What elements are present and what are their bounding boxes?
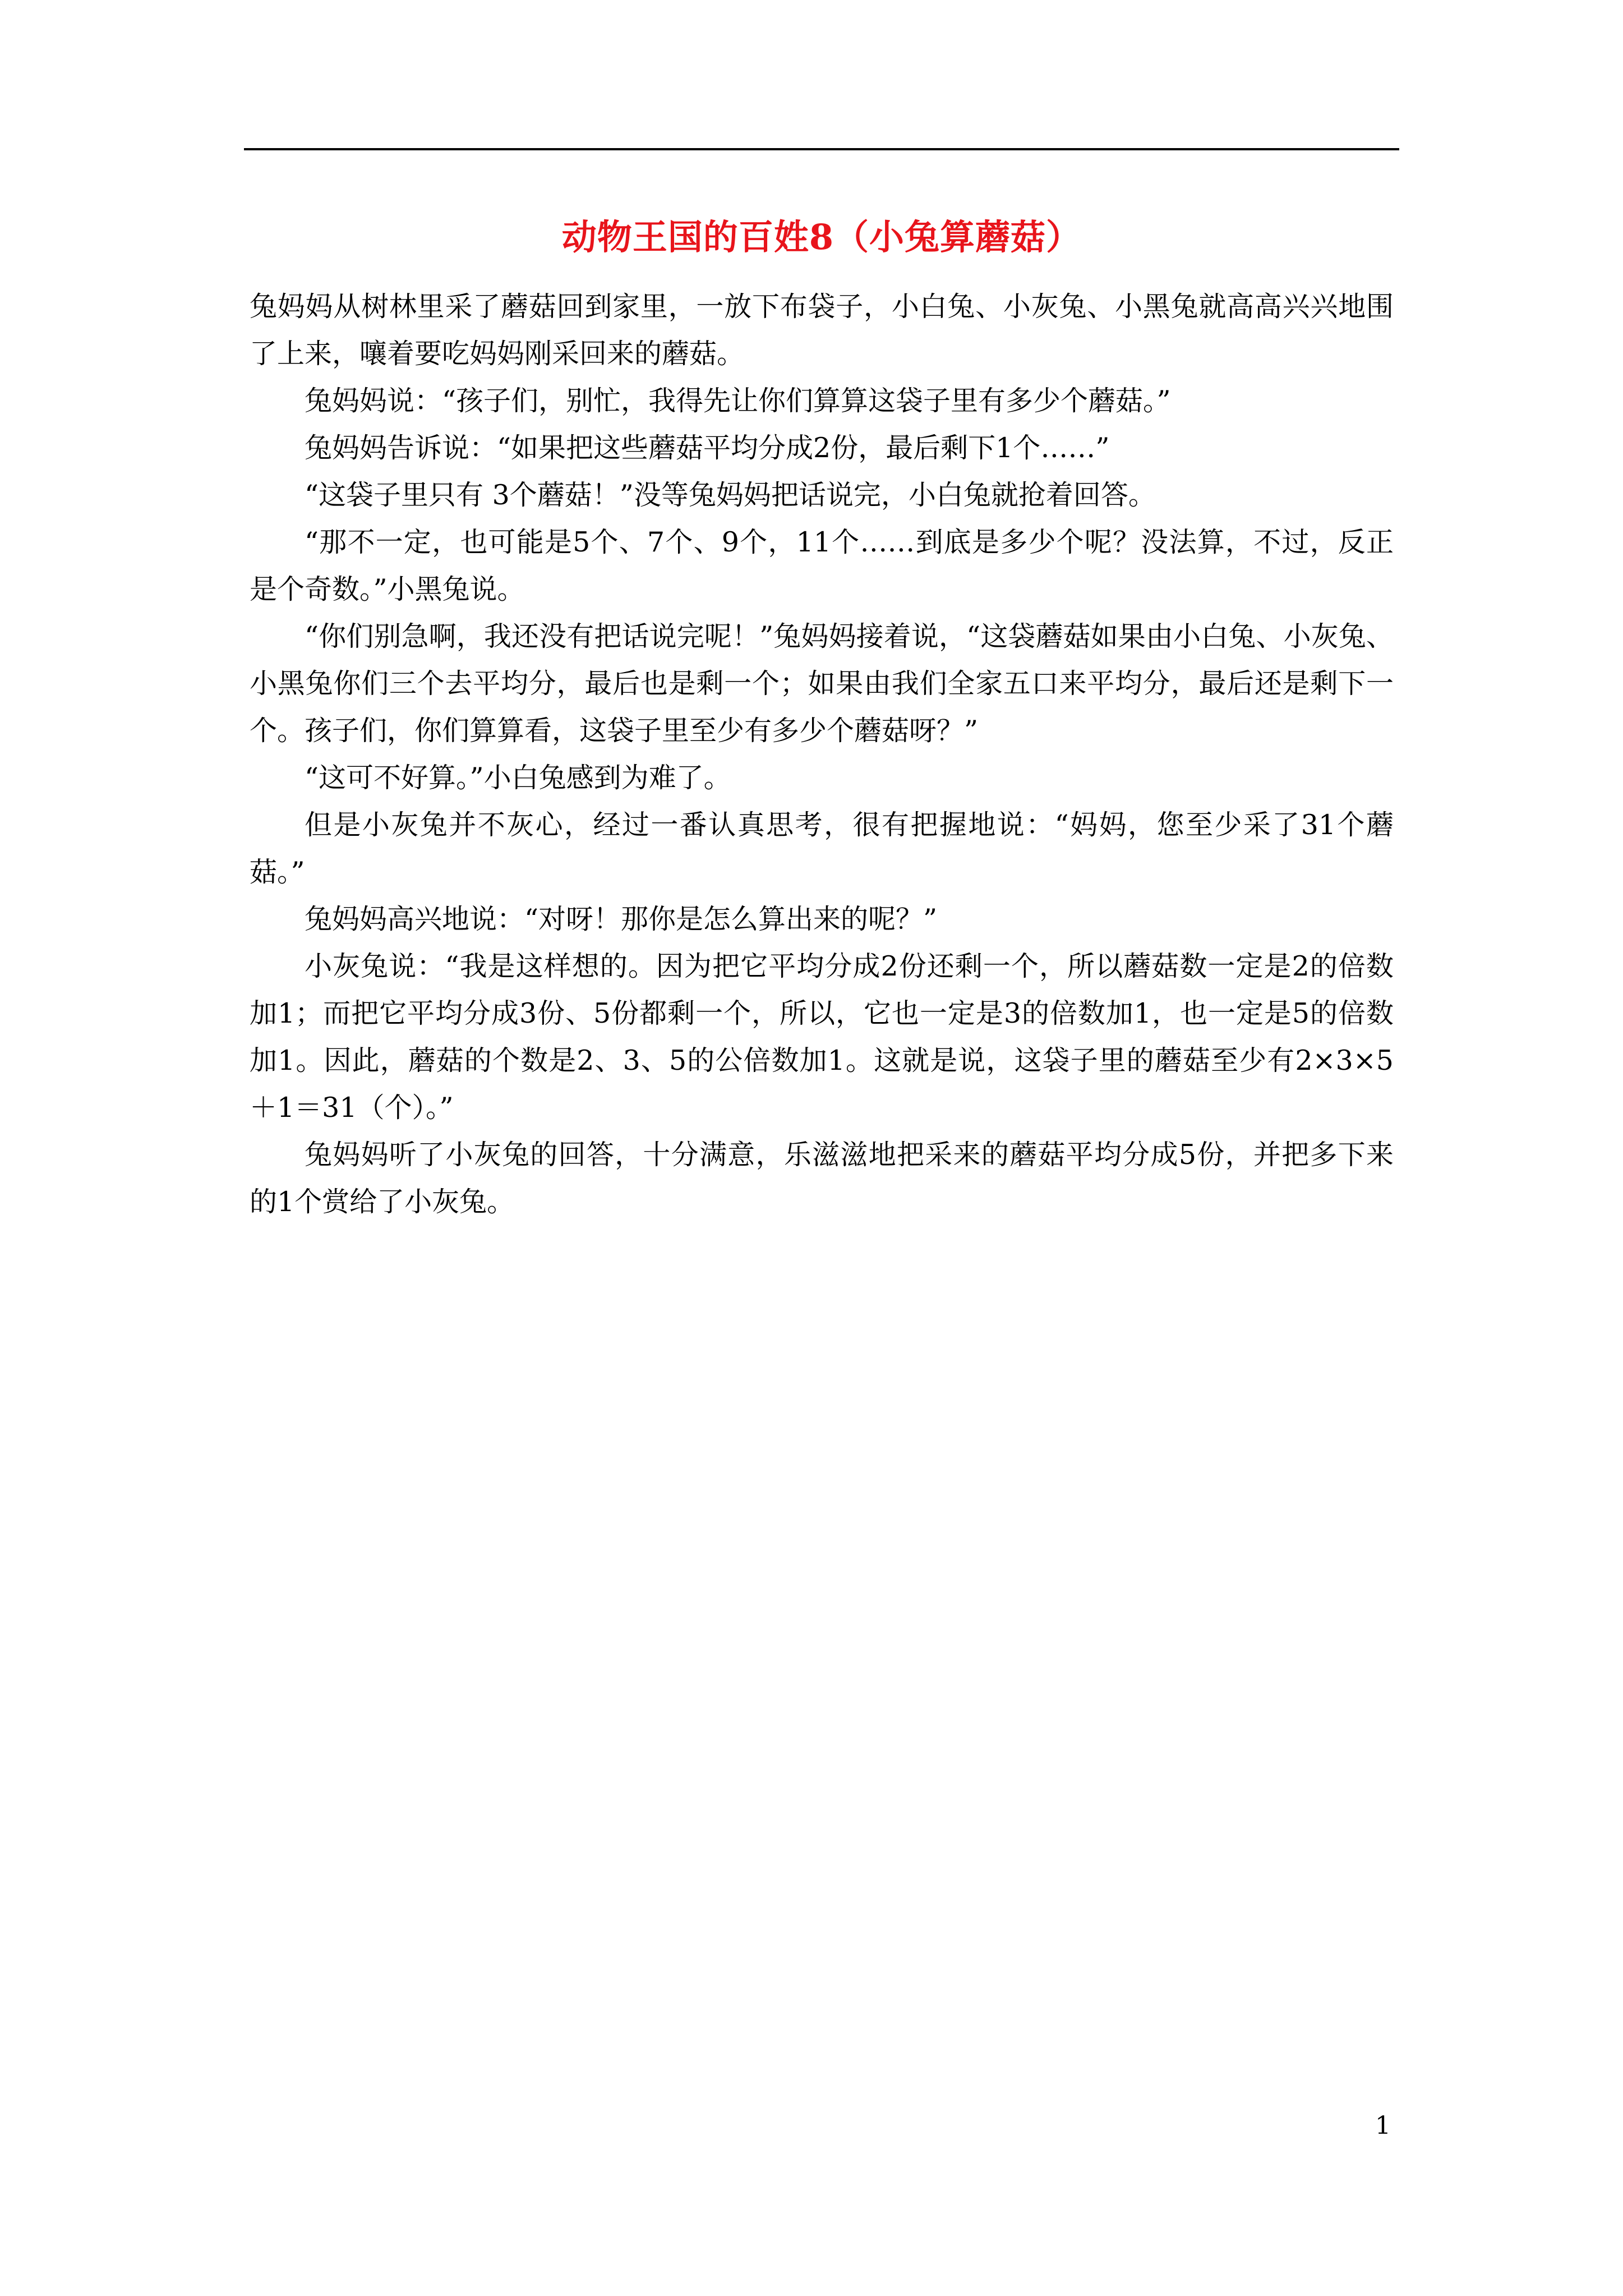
paragraph-11: 兔妈妈听了小灰兔的回答，十分满意，乐滋滋地把采来的蘑菇平均分成5份，并把多下来的1个赏给了小灰兔。 [250,1139,1394,1218]
header-rule [244,148,1399,150]
document-body [250,283,1394,1226]
paragraph-1: 兔妈妈从树林里采了蘑菇回到家里，一放下布袋子，小白兔、小灰兔、小黑兔就高高兴兴地围了上来，嚷着要吃妈妈刚采回来的蘑菇。 [250,291,1394,370]
paragraph-5: “那不一定，也可能是5个、7个、9个，11个……到底是多少个呢？没法算，不过，反正是个奇数。”小黑兔说。 [250,526,1394,605]
page-number: 1 [1375,2111,1391,2140]
paragraph-7: “这可不好算。”小白兔感到为难了。 [305,762,731,794]
document-title: 动物王国的百姓8（小兔算蘑菇） [561,217,1082,257]
paragraph-6: “你们别急啊，我还没有把话说完呢！”兔妈妈接着说，“这袋蘑菇如果由小白兔、小灰兔、小黑兔你们三个去平均分，最后也是剩一个；如果由我们全家五口来平均分，最后还是剩下一个。孩子们，你们算算看，这袋子里至少有多少个蘑菇呀？” [250,620,1394,747]
paragraph-2: 兔妈妈说：“孩子们，别忙，我得先让你们算算这袋子里有多少个蘑菇。” [305,385,1171,417]
paragraph-4: “这袋子里只有 3个蘑菇！”没等兔妈妈把话说完，小白兔就抢着回答。 [305,479,1156,511]
paragraph-8: 但是小灰兔并不灰心，经过一番认真思考，很有把握地说：“妈妈，您至少采了31个蘑菇。” [250,809,1394,888]
paragraph-9: 兔妈妈高兴地说：“对呀！那你是怎么算出来的呢？” [305,903,938,935]
paragraph-10: 小灰兔说：“我是这样想的。因为把它平均分成2份还剩一个，所以蘑菇数一定是2的倍数加1；而把它平均分成3份、5份都剩一个，所以，它也一定是3的倍数加1，也一定是5的倍数加1。因此，蘑菇的个数是2、3、5的公倍数加1。这就是说，这袋子里的蘑菇至少有2×3×5＋1＝31（个）。” [250,950,1394,1124]
paragraph-3: 兔妈妈告诉说：“如果把这些蘑菇平均分成2份，最后剩下1个……” [305,432,1110,464]
